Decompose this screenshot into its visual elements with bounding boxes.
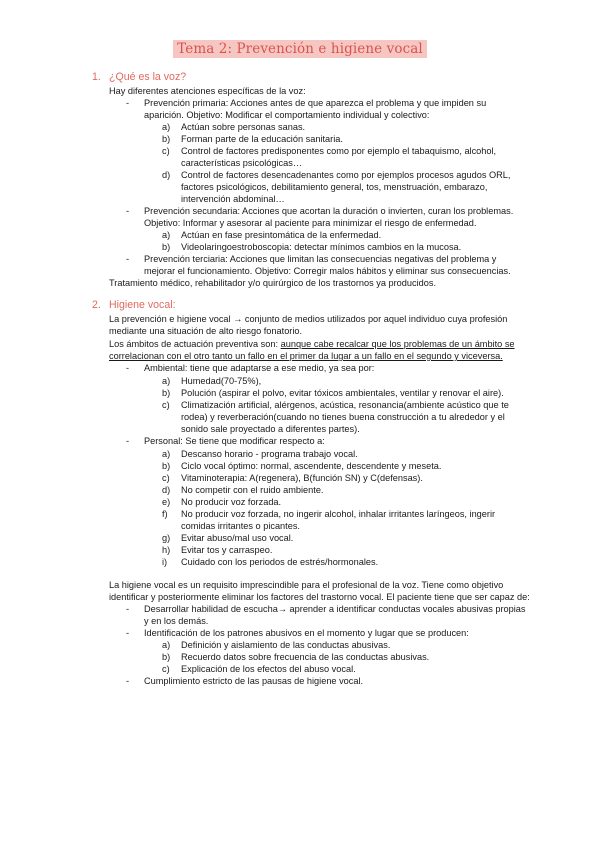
bullet-escucha: - [126,604,130,614]
bullet-personal: - [126,436,130,446]
list-label: b) [162,461,171,471]
list-item: No producir voz forzada, no ingerir alcohol, inhalar irritantes laríngeos, ingerir [181,509,496,519]
document-title: Tema 2: Prevención e higiene vocal [173,40,427,58]
list-item-cont: rodea) y reverberación(cuando no tienes buena construcción a tu alrededor y el [181,412,505,422]
ambiental-text: Ambiental: tiene que adaptarse a ese medio, ya sea por: [144,363,375,373]
list-item-cont: intervención abdominal… [181,194,285,204]
bullet-patrones: - [126,628,130,638]
list-label: b) [162,242,171,252]
list-label: d) [162,170,171,180]
bullet-terciaria: - [126,254,130,264]
bullet-pausas: - [126,676,130,686]
ambitos-prefix: Los ámbitos de actuación preventiva son: [109,339,281,349]
terciaria-line2: mejorar el funcionamiento. Objetivo: Corregir malos hábitos y eliminar sus consecuencias. [144,266,511,276]
list-item: Forman parte de la educación sanitaria. [181,134,343,144]
list-label: c) [162,473,170,483]
section2-heading: Higiene vocal: [109,299,176,311]
patrones-text: Identificación de los patrones abusivos en el momento y lugar que se producen: [144,628,469,638]
list-item: Climatización artificial, alérgenos, acústica, resonancia(ambiente acústico que te [181,400,509,410]
escucha-line1: Desarrollar habilidad de escucha→ aprender a identificar conductas vocales abusivas propias [144,604,526,614]
list-label: g) [162,533,171,543]
list-label: a) [162,449,171,459]
list-item: Recuerdo datos sobre frecuencia de las conductas abusivas. [181,652,430,662]
definition-line1: La prevención e higiene vocal → conjunto de medios utilizados por aquel individuo cuya profesión [109,314,508,324]
pausas-text: Cumplimiento estricto de las pausas de higiene vocal. [144,676,364,686]
primaria-line2: aparición. Objetivo: Modificar el comportamiento individual y colectivo: [144,110,430,120]
list-item: Actúan en fase presintomática de la enfermedad. [181,230,382,240]
bullet-secundaria: - [126,206,130,216]
list-item-cont: sonido sale proyectado a diferentes partes). [181,424,360,434]
primaria-line1: Prevención primaria: Acciones antes de que aparezca el problema y que impiden su [144,98,487,108]
escucha-line2: y en los demás. [144,616,209,626]
requisito-line1: La higiene vocal es un requisito imprescindible para el profesional de la voz. Tiene como objetivo [109,580,504,590]
list-label: e) [162,497,171,507]
bullet-primaria: - [126,98,130,108]
list-item: No producir voz forzada. [181,497,282,507]
list-label: c) [162,400,170,410]
list-item: Ciclo vocal óptimo: normal, ascendente, descendente y meseta. [181,461,442,471]
list-item: Evitar abuso/mal uso vocal. [181,533,294,543]
list-label: f) [162,509,168,519]
list-item-cont: características psicológicas… [181,158,303,168]
list-label: b) [162,652,171,662]
secundaria-line1: Prevención secundaria: Acciones que acortan la duración o invierten, curan los problemas. [144,206,514,216]
list-label: b) [162,388,171,398]
terciaria-line1: Prevención terciaria: Acciones que limitan las consecuencias negativas del problema y [144,254,497,264]
list-item: Control de factores desencadenantes como por ejemplos procesos agudos ORL, [181,170,511,180]
ambitos-underlined: aunque cabe recalcar que los problemas de un ámbito se [280,339,515,349]
list-label: a) [162,230,171,240]
list-label: h) [162,545,171,555]
personal-text: Personal: Se tiene que modificar respecto a: [144,436,325,446]
section1-intro: Hay diferentes atenciones específicas de la voz: [109,86,306,96]
list-label: a) [162,640,171,650]
list-item: Polución (aspirar el polvo, evitar tóxicos ambientales, ventilar y renovar el aire). [181,388,504,398]
title-container [0,40,600,58]
list-item: Videolaringoestroboscopia: detectar mínimos cambios en la mucosa. [181,242,462,252]
list-item: Cuidado con los periodos de estrés/hormonales. [181,557,379,567]
list-label: c) [162,664,170,674]
secundaria-line2: Objetivo: Informar y asesorar al paciente para minimizar el riesgo de enfermedad. [144,218,477,228]
list-label: c) [162,146,170,156]
list-label: i) [162,557,168,567]
list-item: Definición y aislamiento de las conductas abusivas. [181,640,391,650]
list-item-cont: comidas irritantes o picantes. [181,521,300,531]
list-item-cont: factores psicológicos, debilitamiento general, tos, menstruación, embarazo, [181,182,488,192]
list-item: Vitaminoterapia: A(regenera), B(función SN) y C(defensas). [181,473,423,483]
terciaria-line3: Tratamiento médico, rehabilitador y/o quirúrgico de los trastornos ya producidos. [109,278,436,288]
list-item: Explicación de los efectos del abuso vocal. [181,664,356,674]
list-label: a) [162,122,171,132]
list-item: Evitar tos y carraspeo. [181,545,273,555]
section1-heading: ¿Qué es la voz? [109,71,187,83]
list-label: b) [162,134,171,144]
list-item: No competir con el ruido ambiente. [181,485,324,495]
section2-number: 2. [92,299,101,311]
ambitos-line1 [109,339,515,350]
requisito-line2: identificar y posteriormente eliminar los factores del trastorno vocal. El paciente tiene que ser capaz de: [109,592,530,602]
list-item: Actúan sobre personas sanas. [181,122,306,132]
ambitos-line2: correlacionan con el otro tanto un fallo en el primer da lugar a un fallo en el segundo y viceversa. [109,351,503,361]
list-item: Descanso horario - programa trabajo vocal. [181,449,358,459]
list-item: Humedad(70-75%), [181,376,262,386]
list-label: d) [162,485,171,495]
list-label: a) [162,376,171,386]
definition-line2: mediante una situación de alto riesgo fonatorio. [109,326,303,336]
list-item: Control de factores predisponentes como por ejemplo el tabaquismo, alcohol, [181,146,497,156]
section1-number: 1. [92,71,101,83]
bullet-ambiental: - [126,363,130,373]
